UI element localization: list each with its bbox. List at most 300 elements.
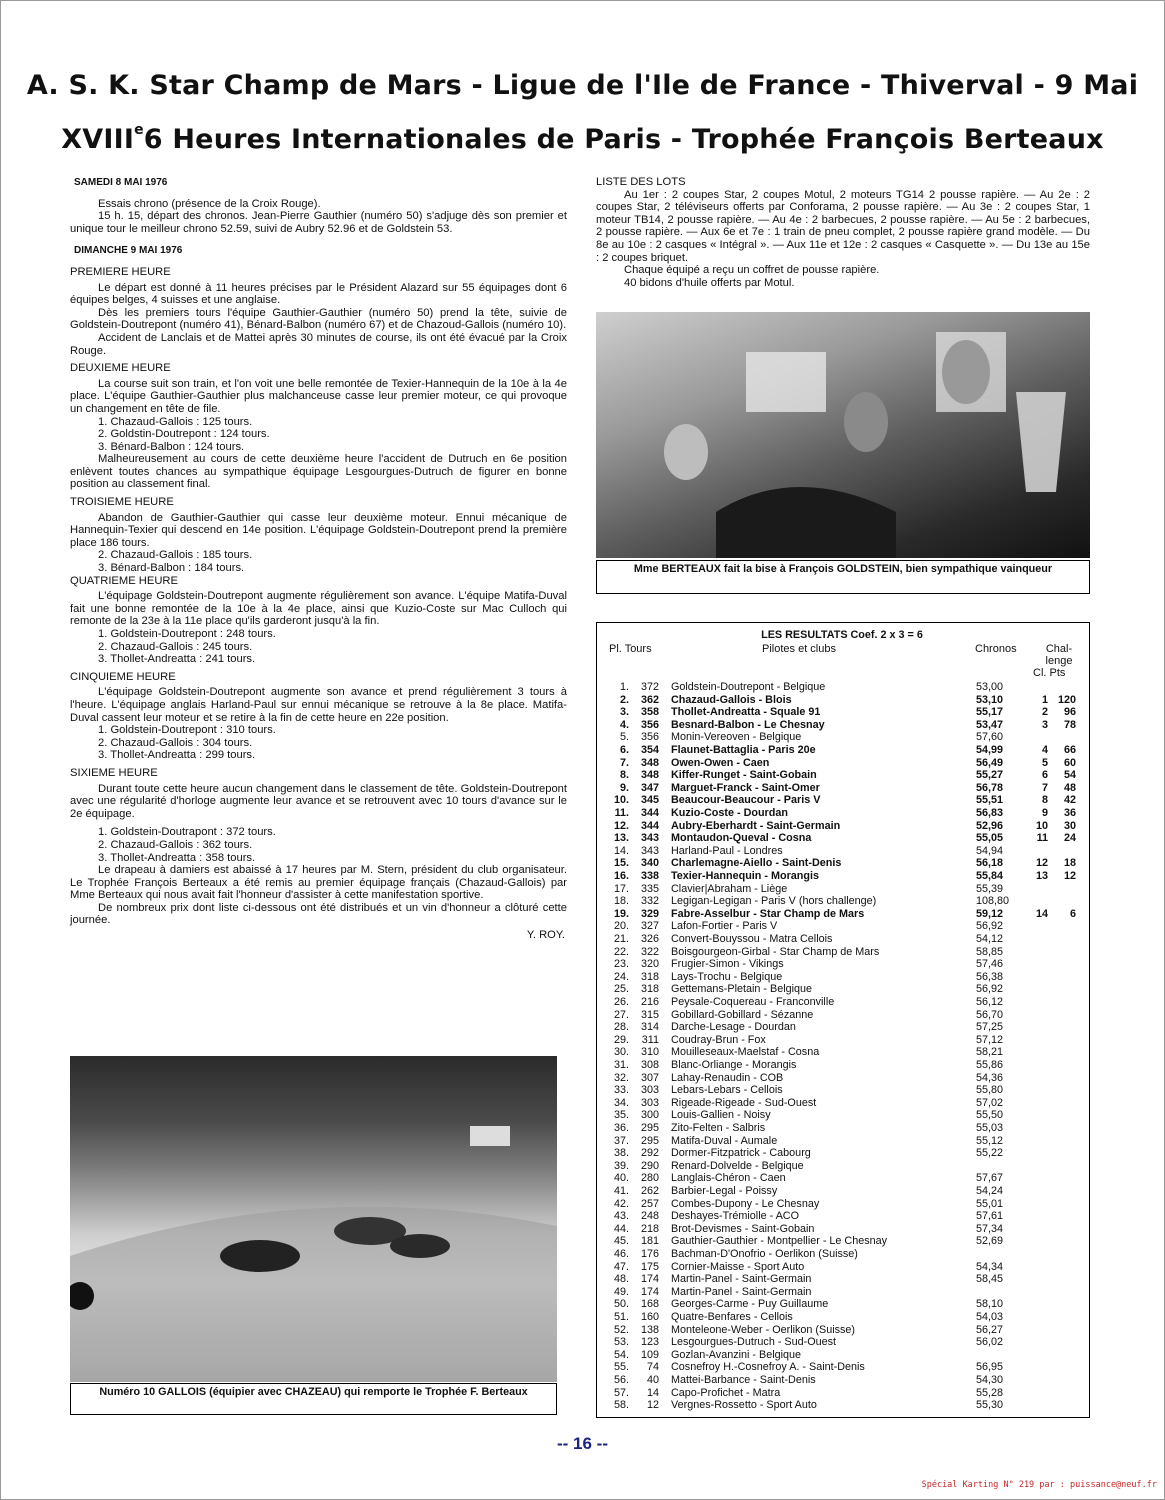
- cell-challenge-points: 66: [1063, 744, 1076, 756]
- cell-team: Louis-Gallien - Noisy: [671, 1109, 771, 1122]
- table-row: [597, 1097, 1087, 1110]
- podium-photo-illustration: [596, 312, 1090, 558]
- cell-challenge-rank: 13: [1035, 870, 1048, 882]
- cell-team: Monin-Vereoven - Belgique: [671, 731, 802, 744]
- article-paragraph: Dès les premiers tours l'équipe Gauthier-Gauthier (numéro 50) prend la tête, suivie de Goldstein-Doutrepont (numéro 41), Bénard-Balbon (numéro 67) et de Chazoud-Gallois (numéro 10).: [70, 306, 567, 332]
- cell-chrono: 57,25: [976, 1021, 1004, 1034]
- cell-chrono: 57,67: [976, 1172, 1004, 1185]
- cell-chrono: 55,51: [976, 794, 1004, 807]
- cell-place: 28.: [613, 1021, 629, 1034]
- title-superscript: e: [134, 122, 144, 138]
- cell-place: 36.: [613, 1122, 629, 1134]
- cell-place: 10.: [613, 794, 629, 807]
- cell-chrono: 53,47: [976, 718, 1004, 731]
- cell-tours: 327: [640, 920, 659, 933]
- table-row: [597, 1298, 1087, 1311]
- cell-challenge-points: 36: [1063, 807, 1076, 819]
- cell-chrono: 54,03: [976, 1311, 1004, 1323]
- race-photo: [70, 1056, 557, 1382]
- cell-team: Dormer-Fitzpatrick - Cabourg: [671, 1147, 811, 1160]
- cell-challenge-points: 42: [1063, 794, 1076, 807]
- table-row: [597, 1210, 1087, 1223]
- cell-place: 54.: [613, 1348, 629, 1361]
- cell-chrono: 54,94: [976, 844, 1004, 857]
- cell-tours: 343: [640, 844, 659, 857]
- article-paragraph: Le départ est donné à 11 heures précises par le Président Alazard sur 55 équipages dont 6 équipes belges, 4 suisses et une anglaise.: [70, 281, 567, 307]
- cell-team: Martin-Panel - Saint-Germain: [671, 1273, 812, 1286]
- cell-team: Zito-Felten - Salbris: [671, 1122, 766, 1134]
- cell-challenge-rank: 9: [1041, 807, 1048, 819]
- cell-team: Deshayes-Trémiolle - ACO: [671, 1210, 799, 1223]
- table-row: [597, 1034, 1087, 1047]
- table-row: [597, 1046, 1087, 1059]
- podium-photo: [596, 312, 1090, 558]
- cell-team: Gobillard-Gobillard - Sézanne: [671, 1008, 814, 1021]
- cell-place: 20.: [613, 920, 629, 933]
- cell-team: Bachman-D'Onofrio - Oerlikon (Suisse): [671, 1248, 858, 1260]
- cell-tours: 40: [646, 1374, 659, 1386]
- cell-tours: 311: [641, 1033, 659, 1046]
- table-row: [597, 1349, 1087, 1362]
- cell-chrono: 56,12: [976, 996, 1004, 1008]
- cell-place: 35.: [613, 1109, 629, 1122]
- col-header-challenge: Chal- lenge: [1045, 643, 1073, 667]
- cell-place: 40.: [613, 1172, 629, 1185]
- cell-chrono: 58,85: [976, 945, 1004, 958]
- cell-team: Thollet-Andreatta - Squale 91: [671, 706, 821, 719]
- table-row: [597, 1021, 1087, 1034]
- standing-line: 1. Goldstein-Doutrepont : 310 tours.: [98, 724, 276, 737]
- cell-place: 13.: [613, 832, 629, 845]
- table-row: [597, 1172, 1087, 1185]
- cell-place: 55.: [613, 1361, 629, 1374]
- table-row: [597, 1235, 1087, 1248]
- cell-tours: 176: [640, 1248, 659, 1260]
- cell-tours: 332: [640, 895, 659, 908]
- cell-place: 23.: [613, 958, 629, 971]
- cell-chrono: 55,50: [976, 1109, 1004, 1122]
- cell-chrono: 53,00: [976, 681, 1004, 693]
- cell-challenge-rank: 2: [1041, 706, 1048, 719]
- cell-team: Gozlan-Avanzini - Belgique: [671, 1348, 802, 1361]
- col-header-pl-tours: Pl. Tours: [609, 643, 652, 655]
- cell-place: 31.: [613, 1059, 629, 1071]
- cell-chrono: 57,02: [976, 1096, 1004, 1109]
- cell-challenge-points: 60: [1063, 756, 1076, 769]
- cell-tours: 354: [640, 744, 659, 756]
- cell-place: 7.: [619, 756, 629, 769]
- cell-place: 51.: [613, 1311, 629, 1323]
- cell-tours: 343: [640, 832, 659, 845]
- cell-place: 15.: [613, 857, 629, 870]
- cell-place: 52.: [613, 1323, 629, 1336]
- cell-place: 39.: [613, 1159, 629, 1172]
- article-paragraph: 15 h. 15, départ des chronos. Jean-Pierre Gauthier (numéro 50) s'adjuge dès son premier et unique tour le meilleur chrono 52.59, suivi de Aubry 52.96 et de Goldstein 53.: [70, 210, 567, 235]
- cell-chrono: 57,12: [976, 1033, 1004, 1046]
- cell-chrono: 56,27: [976, 1323, 1004, 1336]
- cell-team: Rigeade-Rigeade - Sud-Ouest: [671, 1096, 817, 1109]
- cell-tours: 290: [640, 1159, 659, 1172]
- article-paragraph: Accident de Lanclais et de Mattei après 30 minutes de course, ils ont été évacué par la Croix Rouge.: [70, 331, 567, 357]
- table-row: [597, 946, 1087, 959]
- cell-tours: 248: [640, 1210, 659, 1223]
- hour-heading: TROISIEME HEURE: [70, 496, 174, 509]
- cell-chrono: 56,02: [976, 1336, 1004, 1349]
- hour-heading: QUATRIEME HEURE: [70, 574, 178, 587]
- cell-place: 47.: [613, 1260, 629, 1273]
- cell-tours: 347: [640, 781, 659, 794]
- cell-challenge-points: 18: [1063, 857, 1076, 870]
- table-row: [597, 794, 1087, 807]
- cell-chrono: 54,34: [976, 1260, 1004, 1273]
- cell-team: Beaucour-Beaucour - Paris V: [671, 794, 821, 807]
- cell-place: 44.: [613, 1222, 629, 1235]
- cell-team: Besnard-Balbon - Le Chesnay: [671, 718, 825, 731]
- cell-challenge-points: 54: [1063, 769, 1076, 782]
- cell-challenge-rank: 4: [1041, 744, 1048, 756]
- cell-challenge-rank: 7: [1041, 781, 1048, 794]
- saturday-heading: SAMEDI 8 MAI 1976: [74, 177, 168, 188]
- cell-challenge-rank: 6: [1041, 769, 1048, 782]
- cell-team: Goldstein-Doutrepont - Belgique: [671, 681, 826, 693]
- cell-team: Chazaud-Gallois - Blois: [671, 693, 792, 706]
- cell-chrono: 54,30: [976, 1374, 1004, 1386]
- cell-tours: 338: [640, 870, 659, 882]
- table-row: [597, 983, 1087, 996]
- table-row: [597, 1185, 1087, 1198]
- cell-chrono: 54,12: [976, 933, 1004, 945]
- cell-place: 11.: [614, 807, 629, 819]
- cell-place: 17.: [613, 882, 629, 895]
- cell-challenge-rank: 3: [1041, 718, 1048, 731]
- table-row: [597, 1336, 1087, 1349]
- cell-chrono: 55,17: [976, 706, 1004, 719]
- cell-tours: 362: [640, 693, 659, 706]
- cell-tours: 308: [640, 1059, 659, 1071]
- cell-place: 19.: [613, 907, 629, 920]
- prizes-paragraph: Chaque équipé a reçu un coffret de pousse rapière.: [624, 264, 880, 277]
- cell-tours: 345: [640, 794, 659, 807]
- cell-tours: 292: [640, 1147, 659, 1160]
- table-row: [597, 1324, 1087, 1337]
- cell-tours: 181: [640, 1235, 659, 1248]
- article-paragraph: Abandon de Gauthier-Gauthier qui casse leur deuxième moteur. Ennui mécanique de Hannequin-Texier qui descend en 14e position. L'équipage Goldstein-Doutrepont prend la première place 186 tours.: [70, 511, 567, 549]
- cell-team: Cornier-Maisse - Sport Auto: [671, 1260, 805, 1273]
- cell-team: Combes-Dupony - Le Chesnay: [671, 1197, 820, 1210]
- table-row: [597, 1361, 1087, 1374]
- col-header-cl-pts: Cl. Pts: [1033, 667, 1066, 679]
- cell-challenge-points: 30: [1063, 819, 1076, 832]
- standing-line: 2. Chazaud-Gallois : 362 tours.: [98, 838, 253, 851]
- cell-tours: 318: [640, 983, 659, 996]
- cell-tours: 303: [640, 1084, 659, 1097]
- sunday-heading: DIMANCHE 9 MAI 1976: [74, 245, 183, 257]
- cell-chrono: 56,49: [976, 756, 1004, 769]
- cell-chrono: 108,80: [976, 895, 1010, 908]
- prizes-heading: LISTE DES LOTS: [596, 176, 686, 188]
- cell-chrono: 59,12: [976, 907, 1004, 920]
- cell-chrono: 55,12: [976, 1134, 1004, 1147]
- table-row: [597, 1273, 1087, 1286]
- cell-challenge-points: 48: [1063, 781, 1076, 794]
- cell-team: Georges-Carme - Puy Guillaume: [671, 1298, 829, 1311]
- cell-team: Lahay-Renaudin - COB: [671, 1071, 784, 1084]
- cell-team: Harland-Paul - Londres: [671, 844, 783, 857]
- table-row: [597, 1147, 1087, 1160]
- cell-chrono: 58,10: [976, 1298, 1004, 1311]
- cell-place: 57.: [613, 1386, 629, 1399]
- cell-team: Clavier|Abraham - Liège: [671, 882, 788, 895]
- cell-place: 27.: [613, 1008, 629, 1021]
- table-row: [597, 1223, 1087, 1236]
- cell-chrono: 56,92: [976, 920, 1004, 933]
- standing-line: 1. Chazaud-Gallois : 125 tours.: [98, 415, 253, 428]
- table-row: [597, 1059, 1087, 1072]
- table-row: [597, 820, 1087, 833]
- table-row: [597, 1374, 1087, 1387]
- cell-chrono: 55,30: [976, 1399, 1004, 1412]
- cell-chrono: 55,22: [976, 1147, 1004, 1160]
- cell-tours: 109: [640, 1348, 659, 1361]
- cell-tours: 348: [640, 756, 659, 769]
- cell-team: Fabre-Asselbur - Star Champ de Mars: [671, 907, 865, 920]
- cell-place: 21.: [613, 933, 629, 945]
- table-row: [597, 1387, 1087, 1400]
- table-row: [597, 1261, 1087, 1274]
- cell-chrono: 55,28: [976, 1386, 1004, 1399]
- cell-chrono: 52,96: [976, 819, 1004, 832]
- cell-chrono: 56,83: [976, 807, 1004, 819]
- cell-team: Montaudon-Queval - Cosna: [671, 832, 812, 845]
- cell-tours: 74: [646, 1361, 659, 1374]
- cell-place: 5.: [619, 731, 629, 744]
- table-row: [597, 958, 1087, 971]
- cell-chrono: 56,92: [976, 983, 1004, 996]
- table-row: [597, 706, 1087, 719]
- col-header-pilotes: Pilotes et clubs: [762, 643, 836, 655]
- cell-challenge-rank: 8: [1041, 794, 1048, 807]
- table-row: [597, 996, 1087, 1009]
- cell-tours: 344: [640, 807, 659, 819]
- cell-chrono: 57,34: [976, 1222, 1004, 1235]
- cell-place: 32.: [613, 1071, 629, 1084]
- cell-place: 26.: [613, 996, 629, 1008]
- standing-line: 3. Bénard-Balbon : 124 tours.: [98, 440, 245, 453]
- cell-challenge-rank: 14: [1035, 907, 1048, 920]
- cell-chrono: 56,78: [976, 781, 1004, 794]
- cell-tours: 335: [640, 882, 659, 895]
- cell-tours: 344: [640, 819, 659, 832]
- standing-line: 2. Chazaud-Gallois : 304 tours.: [98, 736, 253, 749]
- table-row: [597, 1160, 1087, 1173]
- cell-tours: 326: [640, 933, 659, 945]
- cell-chrono: 55,01: [976, 1197, 1004, 1210]
- cell-place: 14.: [613, 844, 629, 857]
- cell-chrono: 55,27: [976, 769, 1004, 782]
- standing-line: 2. Chazaud-Gallois : 245 tours.: [98, 640, 253, 653]
- table-row: [597, 1009, 1087, 1022]
- cell-place: 9.: [619, 781, 629, 794]
- cell-place: 41.: [613, 1185, 629, 1197]
- table-row: [597, 920, 1087, 933]
- cell-team: Barbier-Legal - Poissy: [671, 1185, 778, 1197]
- results-table: [596, 622, 1090, 1418]
- cell-team: Coudray-Brun - Fox: [671, 1033, 766, 1046]
- cell-chrono: 56,70: [976, 1008, 1004, 1021]
- article-paragraph: De nombreux prix dont liste ci-dessous ont été distribués et un vin d'honneur a clôturé cette journée.: [70, 901, 567, 927]
- cell-team: Boisgourgeon-Girbal - Star Champ de Mars: [671, 945, 880, 958]
- cell-challenge-points: 96: [1063, 706, 1076, 719]
- cell-tours: 14: [646, 1386, 659, 1399]
- cell-tours: 295: [640, 1134, 659, 1147]
- cell-chrono: 53,10: [976, 693, 1004, 706]
- cell-place: 38.: [613, 1147, 629, 1160]
- cell-chrono: 54,24: [976, 1185, 1004, 1197]
- cell-team: Cosnefroy H.-Cosnefroy A. - Saint-Denis: [671, 1361, 865, 1374]
- cell-team: Mouilleseaux-Maelstaf - Cosna: [671, 1046, 820, 1059]
- cell-place: 6.: [619, 744, 629, 756]
- author-signature: Y. ROY.: [526, 929, 565, 942]
- cell-team: Lebars-Lebars - Cellois: [671, 1084, 783, 1097]
- cell-tours: 372: [640, 681, 659, 693]
- cell-tours: 320: [640, 958, 659, 971]
- cell-chrono: 55,80: [976, 1084, 1004, 1097]
- results-title: LES RESULTATS Coef. 2 x 3 = 6: [761, 629, 923, 641]
- cell-chrono: 55,84: [976, 870, 1004, 882]
- footer-credit: Spécial Karting N° 219 par : puissance@neuf.fr: [921, 1480, 1157, 1490]
- table-row: [597, 731, 1087, 744]
- cell-place: 48.: [613, 1273, 629, 1286]
- table-row: [597, 857, 1087, 870]
- cell-place: 25.: [613, 983, 629, 996]
- standing-line: 1. Goldstein-Doutrapont : 372 tours.: [98, 826, 276, 839]
- race-photo-caption: Numéro 10 GALLOIS (équipier avec CHAZEAU) qui remporte le Trophée F. Berteaux: [70, 1383, 557, 1415]
- article-paragraph: Malheureusement au cours de cette deuxième heure l'accident de Dutruch en 6e position enlèvent toutes chances au sympathique équipage Lesgourgues-Dutruch de figurer en bonne position au classement final.: [70, 453, 567, 491]
- cell-team: Aubry-Eberhardt - Saint-Germain: [671, 819, 841, 832]
- cell-team: Mattei-Barbance - Saint-Denis: [671, 1374, 816, 1386]
- prizes-list: [596, 176, 1090, 289]
- cell-team: Convert-Bouyssou - Matra Cellois: [671, 933, 833, 945]
- cell-team: Matifa-Duval - Aumale: [671, 1134, 778, 1147]
- cell-place: 33.: [613, 1084, 629, 1097]
- cell-challenge-rank: 11: [1036, 832, 1048, 845]
- cell-chrono: 55,03: [976, 1122, 1004, 1134]
- title-roman-numeral: XVIII: [61, 124, 135, 155]
- article-paragraph: Le drapeau à damiers est abaissé à 17 heures par M. Stern, président du club organisateur. Le Trophée François Berteaux a été remis au premier équipage français (Chazaud-Gallois) par Mme Berteaux qui nous avait fait l'honneur d'assister à cette manifestation sportive.: [70, 864, 567, 902]
- cell-team: Langlais-Chéron - Caen: [671, 1172, 786, 1185]
- cell-tours: 262: [640, 1185, 659, 1197]
- hour-heading: DEUXIEME HEURE: [70, 362, 171, 375]
- cell-place: 37.: [613, 1134, 629, 1147]
- cell-tours: 314: [640, 1021, 659, 1034]
- race-photo-illustration: [70, 1056, 557, 1382]
- title-line2-rest: 6 Heures Internationales de Paris - Trophée François Berteaux: [143, 124, 1104, 155]
- cell-team: Peysale-Coquereau - Franconville: [671, 996, 835, 1008]
- page-title-line2: [0, 124, 1165, 155]
- article-column: [70, 177, 567, 942]
- cell-chrono: 55,86: [976, 1059, 1004, 1071]
- table-row: [597, 807, 1087, 820]
- cell-team: Quatre-Benfares - Cellois: [671, 1311, 793, 1323]
- standing-line: 3. Thollet-Andreatta : 299 tours.: [98, 749, 256, 762]
- cell-tours: 216: [640, 996, 659, 1008]
- cell-place: 2.: [619, 693, 629, 706]
- cell-place: 34.: [613, 1096, 629, 1109]
- table-row: [597, 681, 1087, 694]
- cell-chrono: 58,45: [976, 1273, 1004, 1286]
- cell-team: Marguet-Franck - Saint-Omer: [671, 781, 820, 794]
- cell-tours: 138: [640, 1323, 659, 1336]
- standing-line: 3. Thollet-Andreatta : 358 tours.: [98, 851, 256, 864]
- cell-team: Lays-Trochu - Belgique: [671, 970, 783, 983]
- prizes-paragraph: 40 bidons d'huile offerts par Motul.: [624, 276, 795, 289]
- cell-team: Texier-Hannequin - Morangis: [671, 870, 819, 882]
- cell-chrono: 57,61: [976, 1210, 1004, 1223]
- article-paragraph: L'équipage Goldstein-Doutrepont augmente son avance et prend régulièrement 3 tours à l'heure. L'équipage anglais Harland-Paul sur ennui mécanique se retrouve à la 8e place. Matifa-Duval cassent leur moteur et se retire à la fin de cette heure en 22e position.: [70, 686, 567, 724]
- cell-challenge-rank: 1: [1041, 693, 1048, 706]
- cell-tours: 318: [640, 970, 659, 983]
- cell-challenge-rank: 12: [1035, 857, 1048, 870]
- cell-place: 50.: [613, 1298, 629, 1311]
- cell-team: Brot-Devismes - Saint-Gobain: [671, 1222, 815, 1235]
- cell-place: 46.: [613, 1248, 629, 1260]
- cell-place: 1.: [619, 681, 629, 693]
- cell-place: 24.: [613, 970, 629, 983]
- cell-team: Gettemans-Pletain - Belgique: [671, 983, 813, 996]
- cell-team: Kiffer-Runget - Saint-Gobain: [671, 769, 817, 782]
- cell-tours: 295: [640, 1122, 659, 1134]
- table-row: [597, 971, 1087, 984]
- cell-team: Lesgourgues-Dutruch - Sud-Ouest: [671, 1336, 837, 1349]
- cell-chrono: 56,18: [976, 857, 1004, 870]
- cell-team: Owen-Owen - Caen: [671, 756, 770, 769]
- cell-chrono: 52,69: [976, 1235, 1004, 1248]
- table-row: [597, 782, 1087, 795]
- hour-heading: CINQUIEME HEURE: [70, 670, 176, 683]
- cell-chrono: 57,60: [976, 731, 1004, 744]
- table-row: [597, 1135, 1087, 1148]
- cell-tours: 12: [646, 1399, 659, 1412]
- table-row: [597, 769, 1087, 782]
- table-row: [597, 1084, 1087, 1097]
- cell-tours: 218: [640, 1222, 659, 1235]
- standing-line: 3. Bénard-Balbon : 184 tours.: [98, 562, 245, 575]
- standing-line: 3. Thollet-Andreatta : 241 tours.: [98, 653, 256, 666]
- table-row: [597, 1198, 1087, 1211]
- article-paragraph: Durant toute cette heure aucun changement dans le classement de tête. Goldstein-Doutrepont avec une régularité d'horloge augmente leur avance et se retrouvent avec 10 tours d'avance sur le 2e équipage.: [70, 782, 567, 820]
- article-paragraph: L'équipage Goldstein-Doutrepont augmente régulièrement son avance. L'équipe Matifa-Duval fait une bonne remontée de la 10e à la 4e place, ainsi que Kuzio-Coste sur Mac Culloch qui remonte de la 23e à la 11e place qu'ils garderont jusqu'à la fin.: [70, 590, 567, 628]
- cell-place: 12.: [613, 819, 629, 832]
- cell-tours: 174: [640, 1273, 659, 1286]
- cell-place: 30.: [613, 1046, 629, 1059]
- cell-chrono: 54,99: [976, 744, 1004, 756]
- cell-team: Lafon-Fortier - Paris V: [671, 920, 778, 933]
- cell-tours: 160: [640, 1311, 659, 1323]
- table-row: [597, 1109, 1087, 1122]
- cell-place: 45.: [613, 1235, 629, 1248]
- cell-team: Capo-Profichet - Matra: [671, 1386, 781, 1399]
- cell-team: Kuzio-Coste - Dourdan: [671, 807, 788, 819]
- cell-place: 29.: [613, 1033, 629, 1046]
- cell-tours: 168: [640, 1298, 659, 1311]
- table-row: [597, 1072, 1087, 1085]
- cell-team: Charlemagne-Aiello - Saint-Denis: [671, 857, 842, 870]
- table-row: [597, 719, 1087, 732]
- article-paragraph: Essais chrono (présence de la Croix Rouge).: [98, 197, 321, 210]
- cell-place: 43.: [613, 1210, 629, 1223]
- cell-place: 49.: [613, 1285, 629, 1298]
- cell-chrono: 56,95: [976, 1361, 1004, 1374]
